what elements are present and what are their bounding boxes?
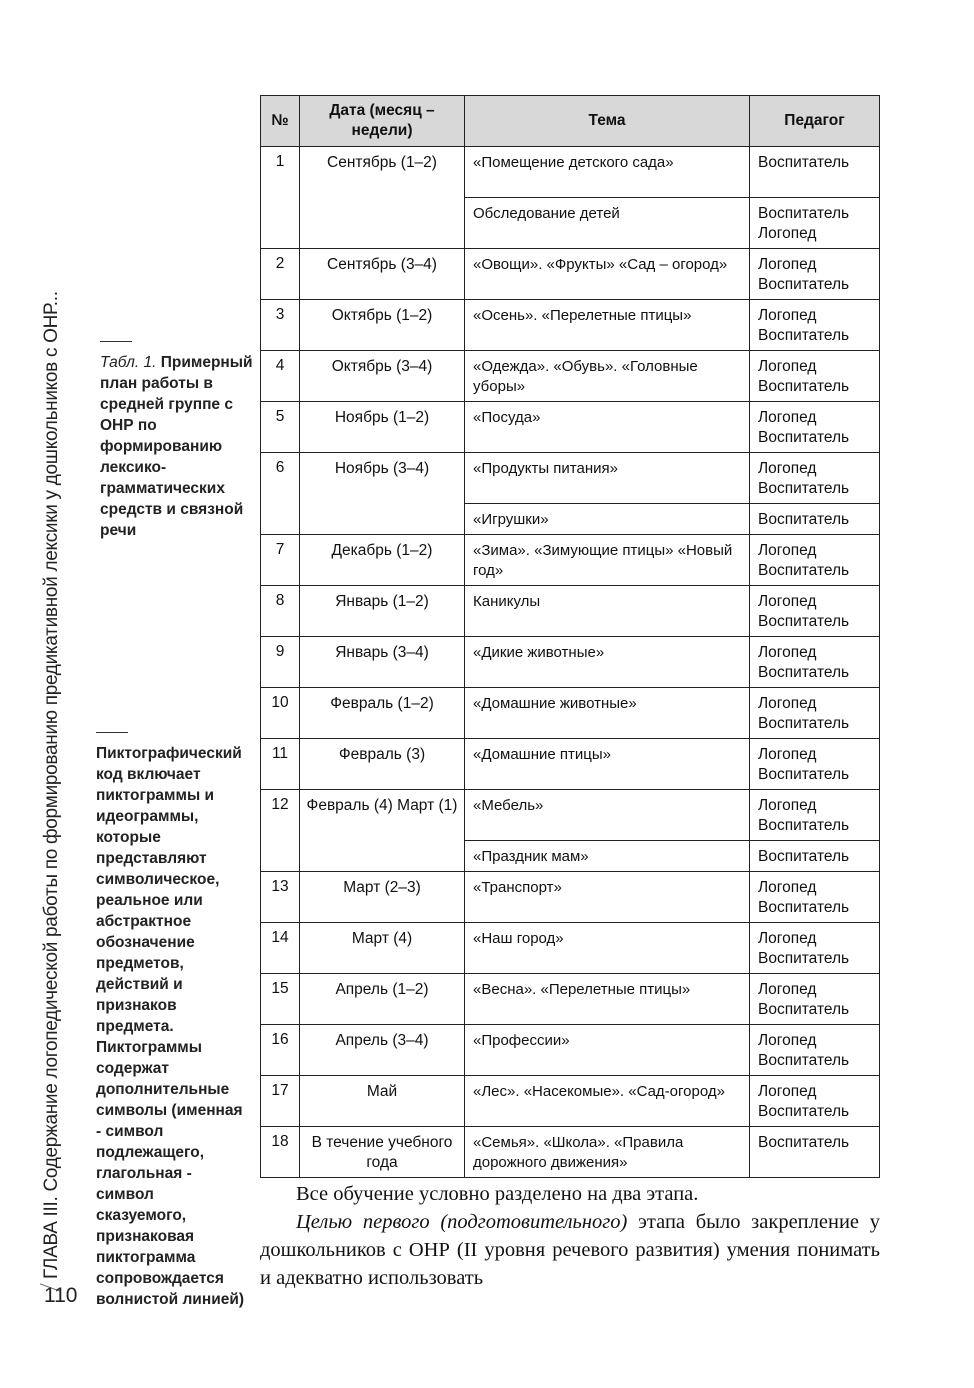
header-teacher: Педагог (750, 96, 880, 147)
body-rest: этапа было закрепление у дошкольников с ОНР (II уровня речевого развития) умения понимать и адекватно использовать (260, 1211, 881, 1289)
row-teacher: Логопед Воспитатель (750, 1076, 880, 1127)
row-topic: «Продукты питания» (465, 453, 750, 504)
row-topic: «Овощи». «Фрукты» «Сад – огород» (465, 249, 750, 300)
row-teacher: Логопед Воспитатель (750, 790, 880, 841)
row-topic: «Лес». «Насекомые». «Сад-огород» (465, 1076, 750, 1127)
row-number: 13 (261, 872, 300, 923)
row-topic: «Дикие животные» (465, 637, 750, 688)
row-topic: «Домашние животные» (465, 688, 750, 739)
row-teacher: Воспитатель Логопед (750, 198, 880, 249)
row-number: 7 (261, 535, 300, 586)
row-topic: «Помещение детского сада» (465, 147, 750, 198)
row-teacher: Логопед Воспитатель (750, 453, 880, 504)
row-teacher: Воспитатель (750, 1127, 880, 1178)
body-paragraph-1: Все обучение условно разделено на два этапа. (296, 1183, 699, 1205)
row-teacher: Логопед Воспитатель (750, 586, 880, 637)
row-number: 4 (261, 351, 300, 402)
table-body (261, 147, 880, 1178)
table-header-row (261, 96, 880, 147)
row-number: 14 (261, 923, 300, 974)
row-number: 2 (261, 249, 300, 300)
row-date: Ноябрь (1–2) (300, 402, 465, 453)
row-topic: «Праздник мам» (465, 841, 750, 872)
row-teacher: Логопед Воспитатель (750, 535, 880, 586)
header-num: № (261, 96, 300, 147)
table-row (261, 402, 880, 453)
header-topic: Тема (465, 96, 750, 147)
caption-label: Табл. 1. (100, 354, 157, 371)
row-date: Март (2–3) (300, 872, 465, 923)
table-row (261, 790, 880, 841)
row-teacher: Логопед Воспитатель (750, 300, 880, 351)
row-date: Апрель (3–4) (300, 1025, 465, 1076)
row-topic: «Посуда» (465, 402, 750, 453)
table-row (261, 739, 880, 790)
row-teacher: Логопед Воспитатель (750, 688, 880, 739)
caption-text: Примерный план работы в средней группе с ОНР по формированию лексико-грамматических средств и связной речи (100, 354, 253, 539)
side-note-text: Пиктографический код включает пиктограммы и идеограммы, которые представляют символическое, реальное или абстрактное обозначение предметов, действий и признаков предмета. Пиктограммы содержат дополнительные символы (именная - символ подлежащего, глагольная - символ сказуемого, признаковая пиктограмма сопровождается волнистой линией) (96, 745, 245, 1308)
table-row (261, 586, 880, 637)
table-row (261, 688, 880, 739)
running-header-text: ГЛАВА III. Содержание логопедической работы по формированию предикативной лексики у дошкольников с ОНР... (41, 291, 62, 1279)
row-topic: «Осень». «Перелетные птицы» (465, 300, 750, 351)
row-teacher: Логопед Воспитатель (750, 923, 880, 974)
plan-table (260, 95, 880, 1178)
row-number: 6 (261, 453, 300, 535)
row-number: 3 (261, 300, 300, 351)
row-date: Декабрь (1–2) (300, 535, 465, 586)
row-date: Апрель (1–2) (300, 974, 465, 1025)
row-teacher: Логопед Воспитатель (750, 872, 880, 923)
row-number: 1 (261, 147, 300, 249)
row-topic: «Домашние птицы» (465, 739, 750, 790)
table-row (261, 249, 880, 300)
table-row (261, 535, 880, 586)
table-row (261, 637, 880, 688)
row-number: 10 (261, 688, 300, 739)
table-row (261, 1076, 880, 1127)
table-caption (100, 341, 255, 541)
table-row (261, 1025, 880, 1076)
row-topic: «Весна». «Перелетные птицы» (465, 974, 750, 1025)
row-date: Март (4) (300, 923, 465, 974)
row-number: 18 (261, 1127, 300, 1178)
row-date: Сентябрь (1–2) (300, 147, 465, 249)
row-date: Май (300, 1076, 465, 1127)
row-topic: «Игрушки» (465, 504, 750, 535)
row-topic: «Мебель» (465, 790, 750, 841)
row-date: Январь (1–2) (300, 586, 465, 637)
row-topic: «Транспорт» (465, 872, 750, 923)
row-date: Февраль (3) (300, 739, 465, 790)
row-date: Октябрь (1–2) (300, 300, 465, 351)
row-date: В течение учебного года (300, 1127, 465, 1178)
row-date: Октябрь (3–4) (300, 351, 465, 402)
row-teacher: Логопед Воспитатель (750, 739, 880, 790)
row-number: 16 (261, 1025, 300, 1076)
table-row (261, 872, 880, 923)
row-topic: «Профессии» (465, 1025, 750, 1076)
body-paragraph-2 (260, 1208, 880, 1292)
row-number: 11 (261, 739, 300, 790)
table-row (261, 147, 880, 198)
row-teacher: Логопед Воспитатель (750, 351, 880, 402)
header-date: Дата (месяц – недели) (300, 96, 465, 147)
table-row (261, 300, 880, 351)
row-topic: «Одежда». «Обувь». «Головные уборы» (465, 351, 750, 402)
row-teacher: Логопед Воспитатель (750, 249, 880, 300)
caption-rule (100, 341, 132, 342)
row-number: 12 (261, 790, 300, 872)
side-note (96, 732, 246, 1310)
row-teacher: Логопед Воспитатель (750, 637, 880, 688)
row-topic: Каникулы (465, 586, 750, 637)
page-number: 110 (44, 1284, 78, 1307)
table-row (261, 351, 880, 402)
row-topic: «Зима». «Зимующие птицы» «Новый год» (465, 535, 750, 586)
row-teacher: Логопед Воспитатель (750, 402, 880, 453)
row-number: 5 (261, 402, 300, 453)
row-number: 15 (261, 974, 300, 1025)
row-teacher: Логопед Воспитатель (750, 974, 880, 1025)
row-teacher: Воспитатель (750, 841, 880, 872)
row-date: Январь (3–4) (300, 637, 465, 688)
row-date: Ноябрь (3–4) (300, 453, 465, 535)
running-header (40, 88, 70, 1288)
table-row (261, 923, 880, 974)
table-row (261, 1127, 880, 1178)
row-date: Сентябрь (3–4) (300, 249, 465, 300)
row-number: 17 (261, 1076, 300, 1127)
row-teacher: Воспитатель (750, 147, 880, 198)
side-note-rule (96, 732, 128, 733)
row-topic: «Наш город» (465, 923, 750, 974)
row-number: 8 (261, 586, 300, 637)
row-topic: «Семья». «Школа». «Правила дорожного движения» (465, 1127, 750, 1178)
row-number: 9 (261, 637, 300, 688)
row-date: Февраль (1–2) (300, 688, 465, 739)
row-teacher: Воспитатель (750, 504, 880, 535)
row-teacher: Логопед Воспитатель (750, 1025, 880, 1076)
body-italic: Целью первого (подготовительного) (296, 1211, 628, 1233)
row-topic: Обследование детей (465, 198, 750, 249)
table-row (261, 453, 880, 504)
table-row (261, 974, 880, 1025)
row-date: Февраль (4) Март (1) (300, 790, 465, 872)
